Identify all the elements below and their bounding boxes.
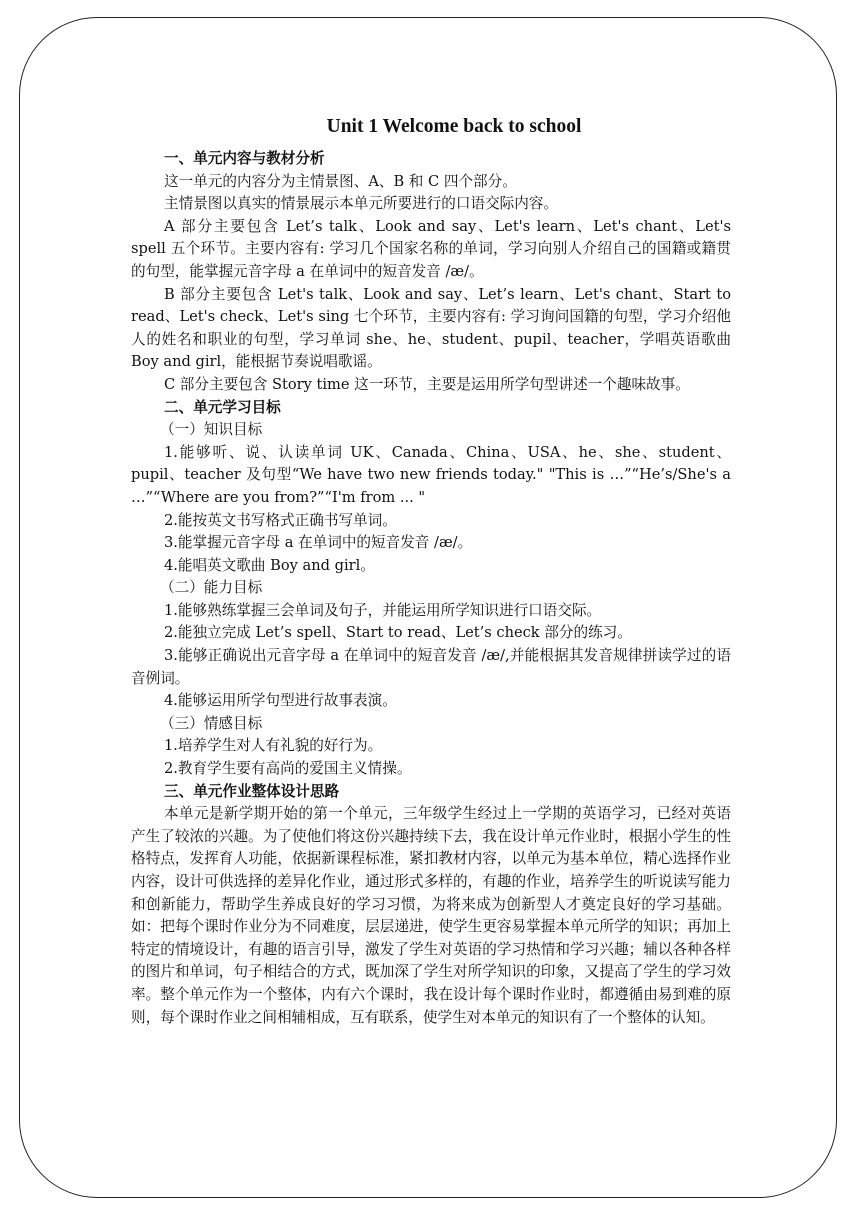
paragraph: 3.能掌握元音字母 a 在单词中的短音发音 /æ/。 [164, 534, 473, 552]
paragraph: 主情景图以真实的情景展示本单元所要进行的口语交际内容。 [164, 195, 559, 213]
paragraph: 这一单元的内容分为主情景图、A、B 和 C 四个部分。 [164, 172, 517, 190]
paragraph: 4.能唱英文歌曲 Boy and girl。 [164, 556, 375, 574]
paragraph: 1.能够熟练掌握三会单词及句子，并能运用所学知识进行口语交际。 [164, 601, 602, 619]
paragraph: 4.能够运用所学句型进行故事表演。 [164, 692, 397, 710]
subsection-heading: （二）能力目标 [160, 579, 263, 597]
paragraph: B 部分主要包含 Let's talk、Look and say、Let’s learn、Let's chant、Start to read、Let's check、Let's sing 七个环节，主要内容有: 学习询问国籍的句型，学习介绍他人的姓名和职业的句型，学习单词 she、he、student、pupil、teacher，学唱英语歌曲 Boy and girl，能根据节奏说唱歌谣。 [131, 285, 731, 371]
section-heading: 三、单元作业整体设计思路 [164, 782, 340, 800]
paragraph: 2.教育学生要有高尚的爱国主义情操。 [164, 760, 412, 778]
paragraph: 1.能够听、说、认读单词 UK、Canada、China、USA、he、she、student、pupil、teacher 及句型“We have two new friends today." "This is …”“He’s/She's a …”“Where are you from?”“I'm from ... " [131, 443, 731, 506]
subsection-heading: （三）情感目标 [160, 714, 263, 732]
paragraph: A 部分主要包含 Let’s talk、Look and say、Let's learn、Let's chant、Let's spell 五个环节。主要内容有: 学习几个国家名称的单词，学习向别人介绍自己的国籍或籍贯的句型，能掌握元音字母 a 在单词中的短音发音 /æ/。 [131, 217, 731, 280]
section-heading: 一、单元内容与教材分析 [164, 150, 325, 167]
paragraph-list [131, 148, 731, 1029]
document-body [131, 112, 731, 1029]
paragraph: 1.培养学生对人有礼貌的好行为。 [164, 737, 383, 755]
paragraph: 2.能独立完成 Let’s spell、Start to read、Let’s check 部分的练习。 [164, 624, 632, 642]
paragraph: 2.能按英文书写格式正确书写单词。 [164, 511, 397, 529]
section-heading: 二、单元学习目标 [164, 398, 281, 416]
paragraph: 3.能够正确说出元音字母 a 在单词中的短音发音 /æ/,并能根据其发音规律拼读学过的语音例词。 [131, 647, 731, 687]
paragraph: C 部分主要包含 Story time 这一环节，主要是运用所学句型讲述一个趣味故事。 [164, 375, 690, 393]
paragraph: 本单元是新学期开始的第一个单元，三年级学生经过上一学期的英语学习，已经对英语产生了较浓的兴趣。为了使他们将这份兴趣持续下去，我在设计单元作业时，根据小学生的性格特点，发挥育人功能，依据新课程标准，紧扣教材内容，以单元为基本单位，精心选择作业内容，设计可供选择的差异化作业，通过形式多样的，有趣的作业，培养学生的听说读写能力和创新能力，帮助学生养成良好的学习习惯，为将来成为创新型人才奠定良好的学习基础。如：把每个课时作业分为不同难度，层层递进，使学生更容易掌握本单元所学的知识；再加上特定的情境设计，有趣的语言引导，激发了学生对英语的学习热情和学习兴趣；辅以各种各样的图片和单词，句子相结合的方式，既加深了学生对所学知识的印象，又提高了学生的学习效率。整个单元作为一个整体，内有六个课时，我在设计每个课时作业时，都遵循由易到难的原则，每个课时作业之间相辅相成，互有联系，使学生对本单元的知识有了一个整体的认知。 [131, 805, 731, 1026]
subsection-heading: （一）知识目标 [160, 421, 263, 439]
document-title: Unit 1 Welcome back to school [326, 116, 582, 137]
